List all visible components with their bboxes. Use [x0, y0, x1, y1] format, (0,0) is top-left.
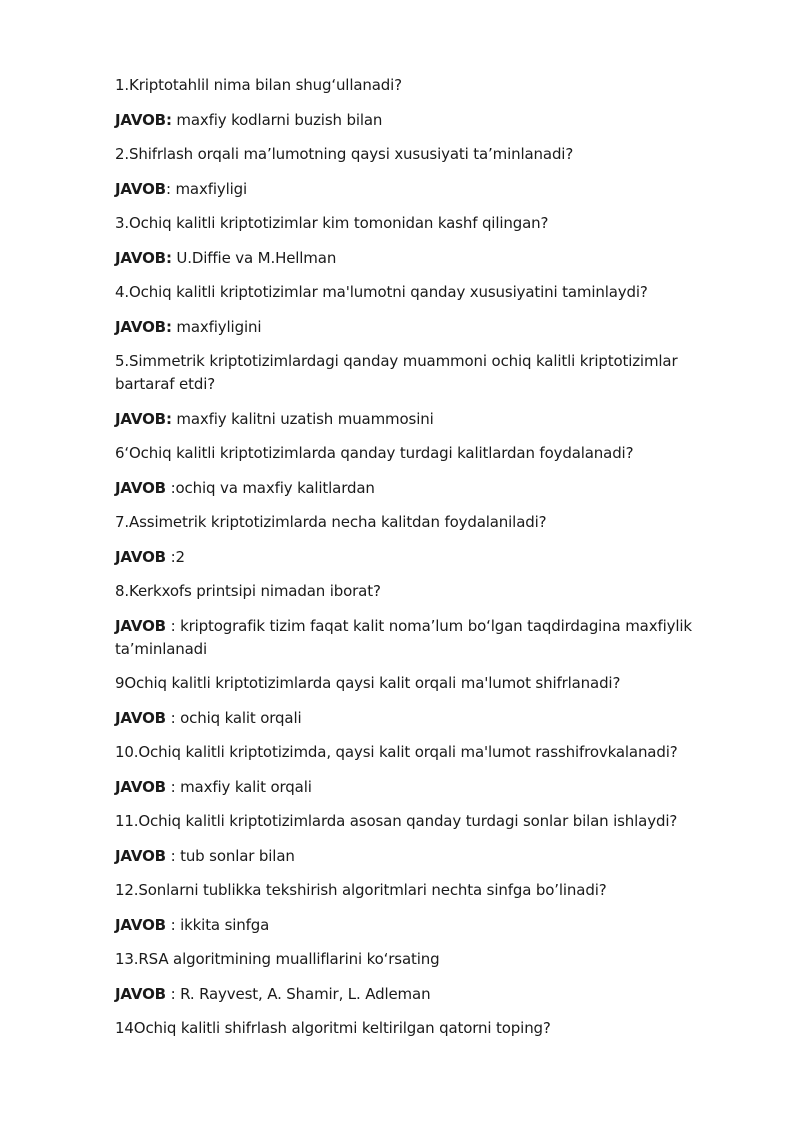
question-10: 10.Ochiq kalitli kriptotizimda, qaysi kalit orqali ma'lumot rasshifrovkalanadi?: [115, 743, 678, 761]
question-9: 9Ochiq kalitli kriptotizimlarda qaysi kalit orqali ma'lumot shifrlanadi?: [115, 674, 621, 692]
answer-text: : kriptografik tizim faqat kalit noma’lum bo‘lgan taqdirdagina maxfiylik ta’minlanadi: [115, 616, 692, 658]
question-5: 5.Simmetrik kriptotizimlardagi qanday muammoni ochiq kalitli kriptotizimlar bartaraf etdi?: [115, 352, 678, 393]
answer-label: JAVOB: [115, 846, 166, 865]
answer-text: maxfiy kalitni uzatish muammosini: [171, 409, 434, 428]
answer-label: JAVOB:: [115, 110, 172, 129]
answer-3: [115, 247, 715, 270]
answer-text: : ochiq kalit orqali: [165, 708, 302, 727]
answer-label: JAVOB: [115, 984, 166, 1003]
answer-11: [115, 845, 715, 868]
answer-text: : R. Rayvest, A. Shamir, L. Adleman: [165, 984, 431, 1003]
answer-label: JAVOB:: [115, 317, 172, 336]
answer-7: [115, 546, 715, 569]
answer-12: [115, 914, 715, 937]
answer-2: [115, 178, 715, 201]
answer-label: JAVOB: [115, 179, 166, 198]
answer-label: JAVOB: [115, 777, 166, 796]
answer-label: JAVOB: [115, 547, 166, 566]
answer-4: [115, 316, 715, 339]
answer-text: : ikkita sinfga: [165, 915, 270, 934]
answer-label: JAVOB:: [115, 248, 172, 267]
answer-text: U.Diffie va M.Hellman: [171, 248, 337, 267]
answer-5: [115, 408, 715, 431]
answer-text: :2: [165, 547, 185, 566]
question-8: 8.Kerkxofs printsipi nimadan iborat?: [115, 582, 381, 600]
question-4: 4.Ochiq kalitli kriptotizimlar ma'lumotni qanday xususiyatini taminlaydi?: [115, 283, 648, 301]
answer-9: [115, 707, 715, 730]
answer-label: JAVOB: [115, 915, 166, 934]
answer-text: : tub sonlar bilan: [165, 846, 295, 865]
question-12: 12.Sonlarni tublikka tekshirish algoritmlari nechta sinfga bo’linadi?: [115, 881, 607, 899]
qa-list: [115, 74, 715, 1052]
answer-label: JAVOB: [115, 708, 166, 727]
answer-text: :ochiq va maxfiy kalitlardan: [165, 478, 375, 497]
answer-1: [115, 109, 715, 132]
answer-text: : maxfiy kalit orqali: [165, 777, 312, 796]
question-6: 6‘Ochiq kalitli kriptotizimlarda qanday turdagi kalitlardan foydalanadi?: [115, 444, 634, 462]
answer-label: JAVOB: [115, 616, 166, 635]
question-13: 13.RSA algoritmining mualliflarini ko‘rsating: [115, 950, 440, 968]
answer-8: [115, 615, 715, 661]
answer-label: JAVOB:: [115, 409, 172, 428]
answer-text: maxfiy kodlarni buzish bilan: [171, 110, 383, 129]
answer-13: [115, 983, 715, 1006]
answer-text: maxfiyligini: [171, 317, 262, 336]
answer-6: [115, 477, 715, 500]
question-7: 7.Assimetrik kriptotizimlarda necha kalitdan foydalaniladi?: [115, 513, 547, 531]
question-14: 14Ochiq kalitli shifrlash algoritmi keltirilgan qatorni toping?: [115, 1019, 551, 1037]
question-11: 11.Ochiq kalitli kriptotizimlarda asosan qanday turdagi sonlar bilan ishlaydi?: [115, 812, 678, 830]
answer-text: : maxfiyligi: [165, 179, 248, 198]
answer-10: [115, 776, 715, 799]
answer-label: JAVOB: [115, 478, 166, 497]
question-1: 1.Kriptotahlil nima bilan shug‘ullanadi?: [115, 76, 402, 94]
question-3: 3.Ochiq kalitli kriptotizimlar kim tomonidan kashf qilingan?: [115, 214, 549, 232]
question-2: 2.Shifrlash orqali ma’lumotning qaysi xususiyati ta’minlanadi?: [115, 145, 574, 163]
